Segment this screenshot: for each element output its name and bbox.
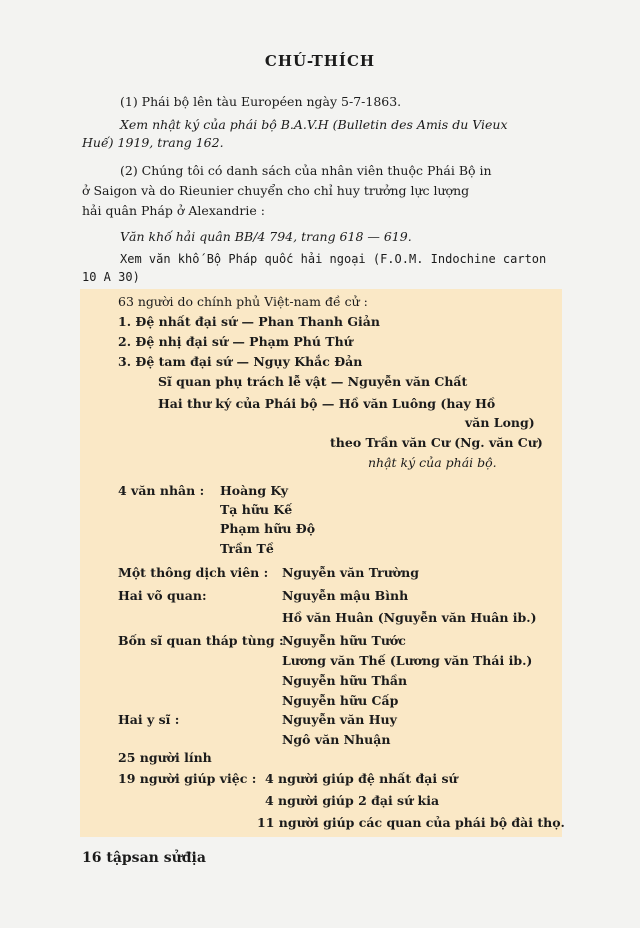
source-note-cont: nhật ký của phái bộ. xyxy=(368,455,497,470)
list-item-2: 2. Đệ nhị đại sứ — Phạm Phú Thứ xyxy=(118,334,353,349)
military-officer-1: Nguyễn mậu Bình xyxy=(282,588,409,603)
note-2-fom-line-1: Xem văn khố Bộ Pháp quốc hải ngoại (F.O.M. Indochine carton xyxy=(120,252,547,266)
page-footer: 16 tậpsan sửđịa xyxy=(82,850,206,866)
doctor-1: Nguyễn văn Huy xyxy=(282,712,397,727)
list-item-1: 1. Đệ nhất đại sứ — Phan Thanh Giản xyxy=(118,314,380,329)
escort-officers-label: Bốn sĩ quan tháp tùng : xyxy=(118,633,284,648)
servants-group-1: 4 người giúp đệ nhất đại sứ xyxy=(265,771,458,786)
servants-label: 19 người giúp việc : xyxy=(118,771,257,786)
note-1-ref-line-1: Xem nhật ký của phái bộ B.A.V.H (Bulletin des Amis du Vieux xyxy=(120,117,508,132)
list-item-officer: Sĩ quan phụ trách lễ vật — Nguyễn văn Chất xyxy=(158,374,468,389)
doctors-label: Hai y sĩ : xyxy=(118,712,180,727)
escort-officer-1: Nguyễn hữu Tước xyxy=(282,633,406,648)
note-2-line-2: ở Saigon và do Rieunier chuyển cho chỉ huy trưởng lực lượng xyxy=(82,183,470,198)
list-intro: 63 người do chính phủ Việt-nam đề cử : xyxy=(118,294,368,309)
escort-officer-2: Lương văn Thế (Lương văn Thái ib.) xyxy=(282,653,533,668)
source-note: theo Trần văn Cư (Ng. văn Cư) xyxy=(330,435,543,450)
literati-3: Phạm hữu Độ xyxy=(220,521,316,536)
escort-officer-4: Nguyễn hữu Cấp xyxy=(282,693,399,708)
doctor-2: Ngô văn Nhuận xyxy=(282,732,391,747)
page-title: CHÚ-THÍCH xyxy=(264,52,376,70)
escort-officer-3: Nguyễn hữu Thần xyxy=(282,673,408,688)
list-item-secretaries: Hai thư ký của Phái bộ — Hồ văn Luông (hay Hồ xyxy=(158,396,496,411)
military-officer-2: Hồ văn Huân (Nguyễn văn Huân ib.) xyxy=(282,610,537,625)
servants-group-3: 11 người giúp các quan của phái bộ đài thọ. xyxy=(257,815,565,830)
list-item-secretaries-cont: văn Long) xyxy=(465,415,535,430)
list-item-3: 3. Đệ tam đại sứ — Ngụy Khắc Đản xyxy=(118,354,363,369)
military-officers-label: Hai võ quan: xyxy=(118,588,207,603)
literati-1: Hoàng Ky xyxy=(220,483,288,498)
literati-4: Trần Tề xyxy=(220,541,274,556)
soldiers-line: 25 người lính xyxy=(118,750,212,765)
note-2-fom-line-2: 10 A 30) xyxy=(82,270,140,284)
interpreter-name: Nguyễn văn Trường xyxy=(282,565,419,580)
interpreter-label: Một thông dịch viên : xyxy=(118,565,269,580)
literati-2: Tạ hữu Kế xyxy=(220,502,293,517)
note-2-line-1: (2) Chúng tôi có danh sách của nhân viên thuộc Phái Bộ in xyxy=(120,163,492,178)
note-2-archive: Văn khố hải quân BB/4 794, trang 618 — 619. xyxy=(120,229,412,244)
note-1-ref-line-2: Huế) 1919, trang 162. xyxy=(82,135,224,150)
literati-label: 4 văn nhân : xyxy=(118,483,205,498)
note-1-line: (1) Phái bộ lên tàu Européen ngày 5-7-1863. xyxy=(120,94,402,109)
note-2-line-3: hải quân Pháp ở Alexandrie : xyxy=(82,203,265,218)
servants-group-2: 4 người giúp 2 đại sứ kia xyxy=(265,793,440,808)
